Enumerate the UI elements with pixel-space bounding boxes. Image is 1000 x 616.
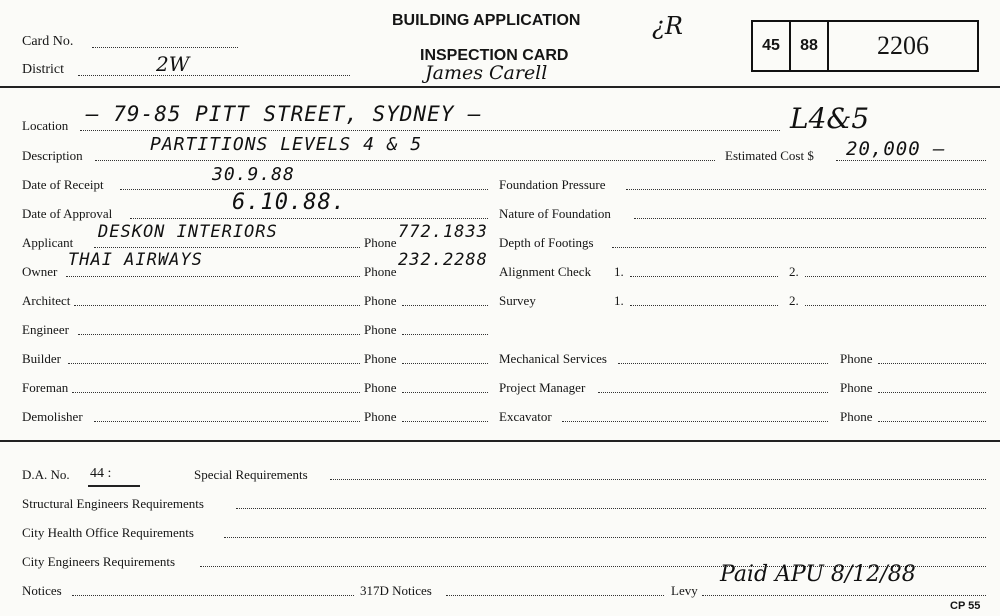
depth-footings-label: Depth of Footings xyxy=(499,235,594,250)
district-label: District xyxy=(22,62,64,77)
form-code: CP 55 xyxy=(950,600,981,612)
survey-label: Survey xyxy=(499,293,536,308)
architect-phone-label: Phone xyxy=(364,293,397,308)
architect-label: Architect xyxy=(22,293,71,308)
mechanical-phone-field[interactable] xyxy=(878,363,986,364)
excavator-field[interactable] xyxy=(562,421,828,422)
district-field[interactable] xyxy=(78,75,350,76)
levy-field[interactable] xyxy=(702,595,986,596)
header-divider xyxy=(0,86,1000,88)
notices-317d-field[interactable] xyxy=(446,595,664,596)
city-eng-label: City Engineers Requirements xyxy=(22,554,176,569)
location-field[interactable] xyxy=(80,130,780,131)
project-manager-label: Project Manager xyxy=(499,380,586,395)
date-receipt-value: 30.9.88 xyxy=(212,164,295,185)
alignment-check-label: Alignment Check xyxy=(499,264,592,279)
demolisher-phone-label: Phone xyxy=(364,409,397,424)
inspector-signature: James Carell xyxy=(425,62,548,84)
owner-label: Owner xyxy=(22,264,58,279)
notices-317d-label: 317D Notices xyxy=(360,583,432,598)
builder-phone-label: Phone xyxy=(364,351,397,366)
depth-footings-field[interactable] xyxy=(612,247,986,248)
applicant-field[interactable] xyxy=(94,247,360,248)
project-manager-phone-label: Phone xyxy=(840,380,873,395)
mechanical-label: Mechanical Services xyxy=(499,351,607,366)
owner-field[interactable] xyxy=(66,276,360,277)
special-req-label: Special Requirements xyxy=(194,467,308,482)
estimated-cost-field[interactable] xyxy=(836,160,986,161)
title-handwritten-mark: ¿R xyxy=(652,12,683,40)
excavator-phone-field[interactable] xyxy=(878,421,986,422)
da-no-label: D.A. No. xyxy=(22,467,70,482)
mechanical-field[interactable] xyxy=(618,363,828,364)
title-line1: BUILDING APPLICATION xyxy=(392,12,581,29)
title-line2: INSPECTION CARD xyxy=(420,47,569,64)
architect-phone-field[interactable] xyxy=(402,305,488,306)
applicant-phone-label: Phone xyxy=(364,235,397,250)
district-value: 2W xyxy=(156,52,190,76)
notices-label: Notices xyxy=(22,583,62,598)
da-no-underline xyxy=(88,485,140,487)
engineer-phone-field[interactable] xyxy=(402,334,488,335)
description-value: PARTITIONS LEVELS 4 & 5 xyxy=(150,134,423,155)
survey-1-label: 1. xyxy=(614,293,624,308)
project-manager-phone-field[interactable] xyxy=(878,392,986,393)
structural-label: Structural Engineers Requirements xyxy=(22,496,204,511)
demolisher-field[interactable] xyxy=(94,421,360,422)
card-no-field[interactable] xyxy=(92,47,238,48)
da-no-value: 44 : xyxy=(90,466,112,481)
health-label: City Health Office Requirements xyxy=(22,525,194,540)
levy-label: Levy xyxy=(671,583,698,598)
applicant-label: Applicant xyxy=(22,235,74,250)
estimated-cost-label: Estimated Cost $ xyxy=(725,148,814,163)
survey-1-field[interactable] xyxy=(630,305,778,306)
foundation-pressure-field[interactable] xyxy=(626,189,986,190)
demolisher-label: Demolisher xyxy=(22,409,83,424)
special-req-field[interactable] xyxy=(330,479,986,480)
date-approval-label: Date of Approval xyxy=(22,206,113,221)
box-cell-3: 2206 xyxy=(877,31,929,60)
levy-value: Paid APU 8/12/88 xyxy=(720,562,916,587)
mechanical-phone-label: Phone xyxy=(840,351,873,366)
section-divider xyxy=(0,440,1000,442)
estimated-cost-value: 20,000 — xyxy=(846,138,946,160)
date-approval-field[interactable] xyxy=(130,218,488,219)
excavator-phone-label: Phone xyxy=(840,409,873,424)
builder-label: Builder xyxy=(22,351,61,366)
description-label: Description xyxy=(22,148,83,163)
date-approval-value: 6.10.88. xyxy=(232,190,346,215)
date-receipt-label: Date of Receipt xyxy=(22,177,104,192)
box-cell-2: 88 xyxy=(791,22,829,70)
excavator-label: Excavator xyxy=(499,409,552,424)
levels-note: L4&5 xyxy=(790,102,870,135)
alignment-check-1-label: 1. xyxy=(614,264,624,279)
owner-phone-label: Phone xyxy=(364,264,397,279)
card-number-box xyxy=(751,20,979,72)
builder-phone-field[interactable] xyxy=(402,363,488,364)
structural-field[interactable] xyxy=(236,508,986,509)
builder-field[interactable] xyxy=(68,363,360,364)
owner-phone-value: 232.2288 xyxy=(398,250,488,270)
survey-2-field[interactable] xyxy=(805,305,986,306)
card-no-label: Card No. xyxy=(22,34,74,49)
foreman-label: Foreman xyxy=(22,380,69,395)
health-field[interactable] xyxy=(224,537,986,538)
nature-foundation-field[interactable] xyxy=(634,218,986,219)
foreman-phone-label: Phone xyxy=(364,380,397,395)
engineer-field[interactable] xyxy=(78,334,360,335)
box-cell-1: 45 xyxy=(753,22,791,70)
description-field[interactable] xyxy=(95,160,715,161)
alignment-check-1-field[interactable] xyxy=(630,276,778,277)
nature-foundation-label: Nature of Foundation xyxy=(499,206,611,221)
engineer-phone-label: Phone xyxy=(364,322,397,337)
foreman-phone-field[interactable] xyxy=(402,392,488,393)
applicant-value: DESKON INTERIORS xyxy=(98,222,278,242)
location-value: — 79-85 PITT STREET, SYDNEY — xyxy=(86,102,482,126)
engineer-label: Engineer xyxy=(22,322,69,337)
architect-field[interactable] xyxy=(74,305,360,306)
location-label: Location xyxy=(22,118,69,133)
foreman-field[interactable] xyxy=(72,392,360,393)
project-manager-field[interactable] xyxy=(598,392,828,393)
demolisher-phone-field[interactable] xyxy=(402,421,488,422)
alignment-check-2-label: 2. xyxy=(789,264,799,279)
applicant-phone-value: 772.1833 xyxy=(398,222,488,242)
notices-field[interactable] xyxy=(72,595,354,596)
owner-value: THAI AIRWAYS xyxy=(68,250,203,270)
alignment-check-2-field[interactable] xyxy=(805,276,986,277)
survey-2-label: 2. xyxy=(789,293,799,308)
foundation-pressure-label: Foundation Pressure xyxy=(499,177,606,192)
